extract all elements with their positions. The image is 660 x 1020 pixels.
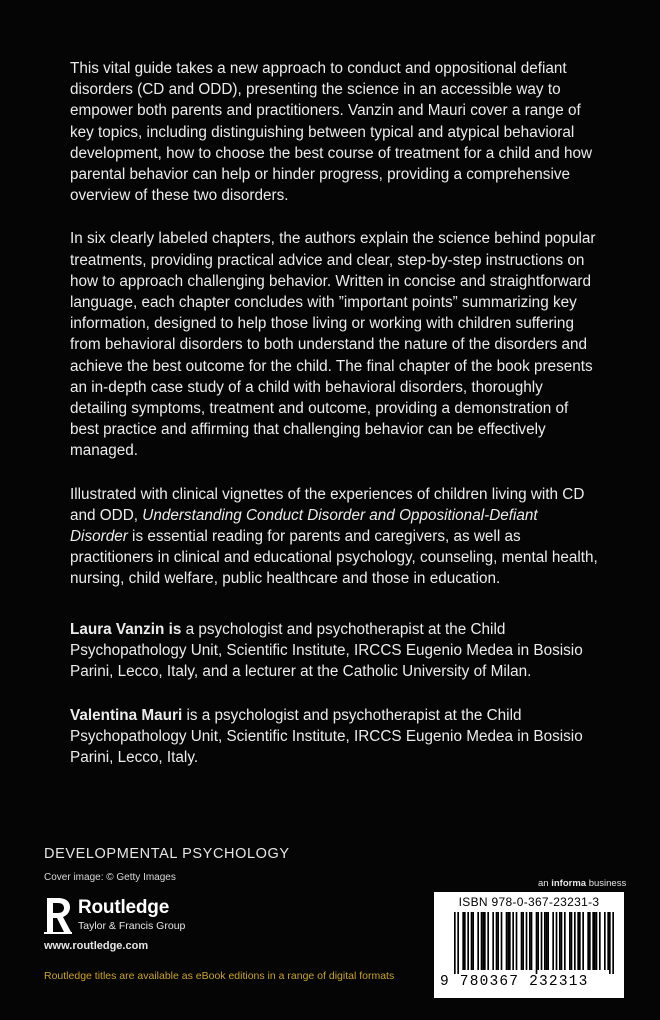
- informa-brand: informa: [551, 878, 587, 889]
- barcode-bar: [536, 912, 538, 974]
- barcode-bar: [484, 912, 486, 970]
- blurb-paragraph-3: [70, 484, 598, 590]
- barcode-bar: [496, 912, 498, 970]
- barcode-bar: [506, 912, 508, 970]
- barcode-bar: [516, 912, 518, 970]
- author-bio-vanzin: [70, 619, 598, 683]
- barcode-bar: [531, 912, 533, 970]
- barcode-bar: [522, 912, 524, 970]
- barcode-bar: [607, 912, 609, 970]
- publisher-website: www.routledge.com: [44, 940, 149, 952]
- barcode-bar: [564, 912, 566, 970]
- barcode-icon: [454, 912, 614, 974]
- author-bio-text-vanzin: a psychologist and psychotherapist at the Child Psychopathology Unit, Scientific Institute, IRCCS Eugenio Medea in Bosisio Parini, Lecco, Italy, and a lecturer at the Catholic University of Milan.: [70, 621, 583, 681]
- blurb-paragraph-1: This vital guide takes a new approach to conduct and oppositional defiant disorders (CD and ODD), presenting the science in an accessible way to empower both parents and practitioners. Vanzin and Mauri cover a range of key topics, including distinguishing between typical and atypical behavioral development, how to choose the best course of treatment for a child and how parental behavior can help or hinder progress, providing a comprehensive overview of these two disorders.: [70, 60, 593, 205]
- cover-image-credit: Cover image: © Getty Images: [44, 872, 176, 883]
- barcode-bar: [482, 912, 484, 970]
- ebook-note: Routledge titles are available as eBook editions in a range of digital formats: [44, 970, 395, 982]
- barcode-bar: [596, 912, 598, 970]
- barcode-bar: [561, 912, 563, 970]
- barcode-bar: [462, 912, 464, 970]
- barcode-bar: [582, 912, 584, 970]
- barcode-bar: [537, 912, 539, 970]
- publisher-logo: [44, 896, 244, 936]
- barcode-bar: [507, 912, 509, 970]
- barcode-bar: [521, 912, 523, 970]
- subject-category: DEVELOPMENTAL PSYCHOLOGY: [44, 846, 290, 862]
- author-bios: [70, 619, 598, 790]
- barcode-bar: [544, 912, 546, 970]
- barcode-bar: [571, 912, 573, 970]
- barcode-bar: [501, 912, 503, 970]
- barcode-bar: [592, 912, 594, 970]
- barcode-bar: [541, 912, 543, 970]
- book-title-italic: Understanding Conduct Disorder and Oppositional-Defiant Disorder: [70, 506, 538, 546]
- barcode-bar: [556, 912, 558, 970]
- barcode-bar: [487, 912, 489, 970]
- blurb-paragraph-3-end: is essential reading for parents and caregivers, as well as practitioners in clinical and educational psychology, counseling, mental health, nursing, child welfare, public healthcare and those in education.: [70, 528, 598, 588]
- barcode-bar: [472, 912, 474, 970]
- isbn-barcode-panel: [434, 892, 624, 998]
- isbn-label: ISBN 978-0-367-23231-3: [458, 895, 600, 909]
- back-cover-blurb: [70, 58, 598, 612]
- barcode-bar: [492, 912, 494, 970]
- barcode-bar: [559, 912, 561, 970]
- author-bio-text-mauri: is a psychologist and psychotherapist at the Child Psychopathology Unit, Scientific Institute, IRCCS Eugenio Medea in Bosisio Parini, Lecco, Italy.: [70, 706, 583, 767]
- author-name-mauri: Valentina Mauri: [70, 706, 183, 724]
- barcode-bar: [594, 912, 596, 970]
- barcode-bar: [509, 912, 511, 970]
- barcode-bar: [609, 912, 611, 974]
- informa-tagline: [538, 878, 626, 889]
- barcode-bar: [481, 912, 483, 970]
- barcode-bar: [497, 912, 499, 970]
- blurb-paragraph-3-start: Illustrated with clinical vignettes of the experiences of children living with CD and ODD,: [70, 485, 585, 524]
- barcode-digits: 9 780367 232313: [440, 974, 589, 990]
- barcode-bar: [552, 912, 554, 970]
- barcode-bar: [599, 912, 601, 970]
- barcode-bar: [467, 912, 469, 970]
- informa-pre: an: [538, 878, 552, 889]
- barcode-bar: [579, 912, 581, 970]
- barcode-bar: [587, 912, 589, 970]
- barcode-bar: [612, 912, 614, 974]
- barcode-bar: [569, 912, 571, 970]
- barcode-bar: [529, 912, 531, 970]
- routledge-r-logo-icon: [44, 896, 72, 934]
- blurb-paragraph-2: In six clearly labeled chapters, the authors explain the science behind popular treatments, providing practical advice and clear, step-by-step instructions on how to approach challenging behavior. Written in concise and straightforward language, each chapter concludes with ”important points” summarizing key information, designed to help those living or working with children suffering from behavioral disorders to both understand the nature of the disorders and achieve the best outcome for the child. The final chapter of the book presents an in-depth case study of a child with behavioral disorders, thoroughly detailing symptoms, treatment and outcome, providing a demonstration of best practice and affirming that challenging behavior can be effectively managed.: [70, 230, 596, 460]
- barcode-bar: [604, 912, 606, 970]
- barcode-bar: [574, 912, 576, 970]
- barcode-bar: [589, 912, 591, 970]
- barcode-bar: [512, 912, 514, 970]
- informa-post: business: [586, 878, 627, 889]
- barcode-bar: [547, 912, 549, 970]
- barcode-bar: [454, 912, 456, 974]
- barcode-bar: [546, 912, 548, 970]
- barcode-bar: [477, 912, 479, 970]
- author-bio-mauri: [70, 705, 598, 769]
- barcode-bar: [457, 912, 459, 974]
- barcode-bar: [526, 912, 528, 970]
- barcode-bar: [577, 912, 579, 970]
- publisher-group: Taylor & Francis Group: [78, 920, 186, 932]
- barcode-bar: [471, 912, 473, 970]
- author-name-vanzin: Laura Vanzin is: [70, 621, 182, 638]
- publisher-name: Routledge: [78, 897, 170, 918]
- barcode-bar: [464, 912, 466, 970]
